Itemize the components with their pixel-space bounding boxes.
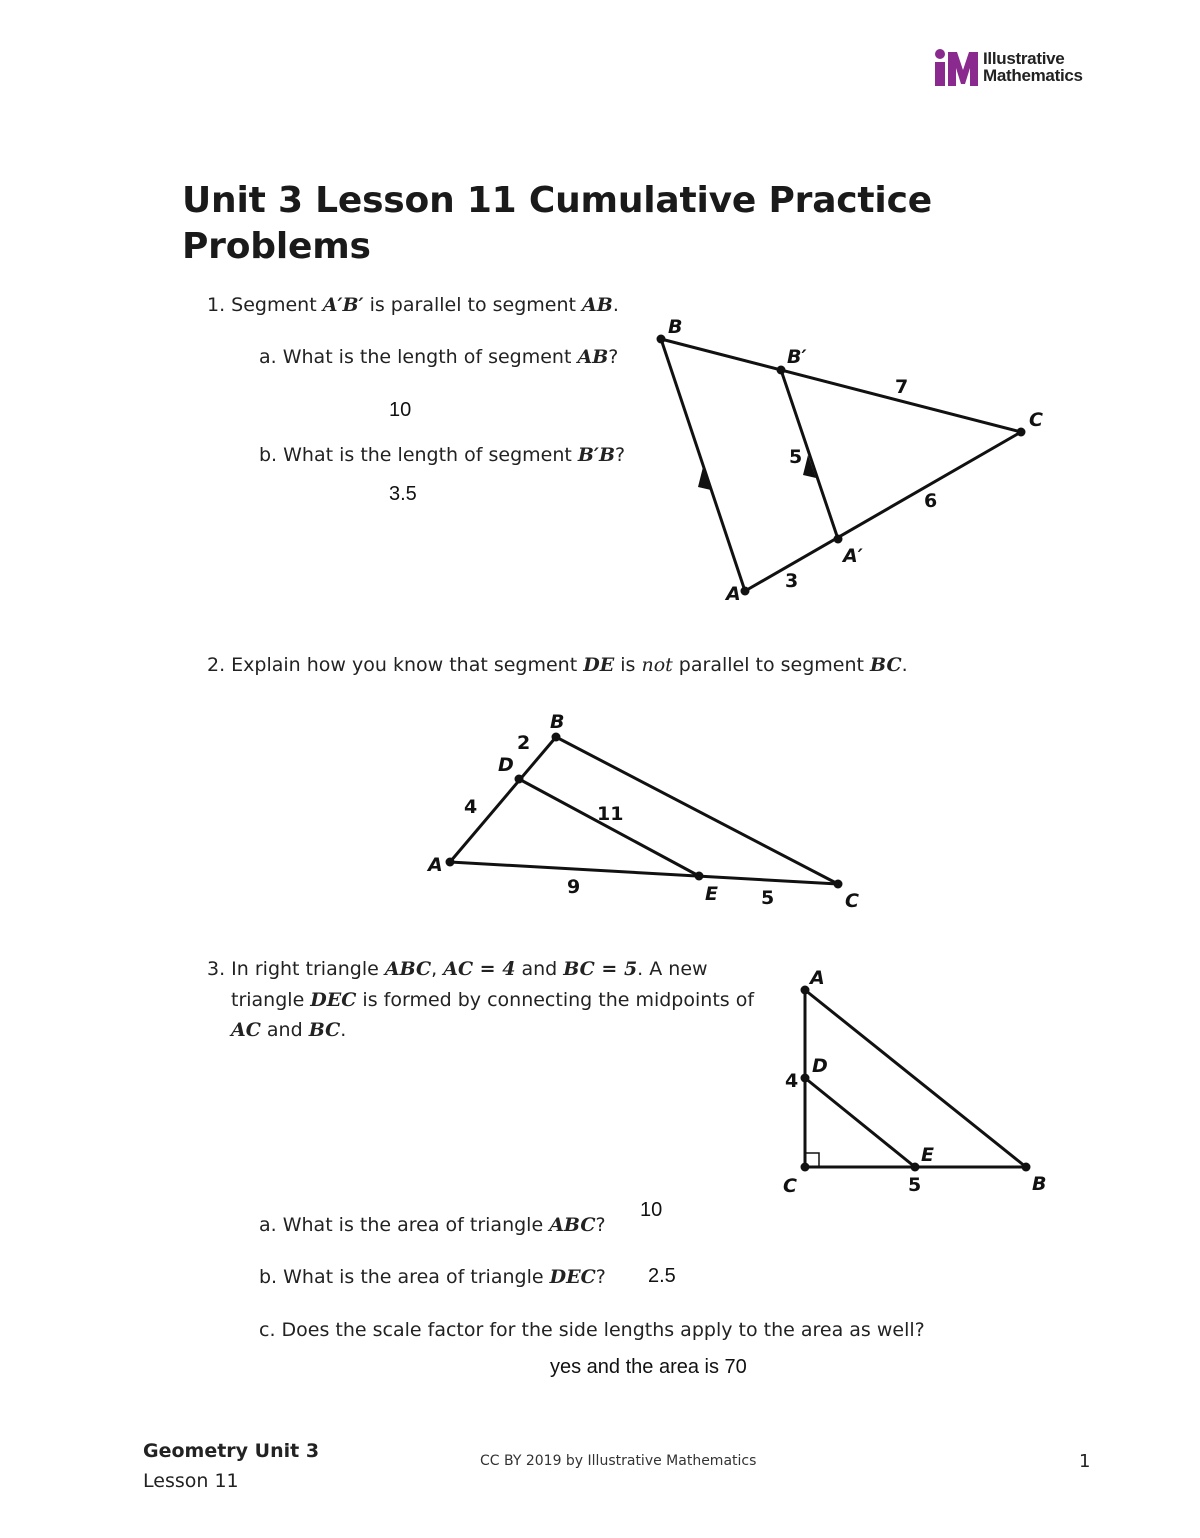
q3c-prompt: c. Does the scale factor for the side lengths apply to the area as well?	[259, 1319, 925, 1341]
q3-label-a: A	[810, 967, 825, 989]
q1-length-6: 6	[924, 490, 938, 512]
q3b-prompt: b. What is the area of triangle DEC?	[259, 1266, 606, 1288]
q2-length-9: 9	[567, 876, 581, 898]
q3-length-5: 5	[908, 1174, 922, 1196]
q1-label-c: C	[1029, 409, 1043, 431]
footer-course: Geometry Unit 3	[143, 1440, 320, 1462]
q3-segment-de	[805, 1078, 915, 1167]
logo-line-2: Mathematics	[983, 66, 1083, 85]
q2-label-d: D	[498, 754, 514, 776]
q3a-prompt: a. What is the area of triangle ABC?	[259, 1214, 606, 1236]
q3-point-d	[801, 1074, 810, 1083]
q1-length-3: 3	[785, 570, 799, 592]
q3-label-c: C	[783, 1175, 797, 1197]
q2-label-b: B	[550, 711, 565, 733]
q1-label-b: B	[668, 316, 683, 338]
q1a-prompt: a. What is the length of segment AB?	[259, 346, 619, 368]
q3-segment-ab	[805, 990, 1026, 1167]
q1b-prompt: b. What is the length of segment B′B?	[259, 444, 626, 466]
q2-length-11: 11	[597, 803, 624, 825]
q3-point-a	[801, 986, 810, 995]
q1a-answer: 10	[389, 399, 412, 421]
q2-prompt: 2. Explain how you know that segment DE is not parallel to segment BC.	[207, 654, 908, 676]
q2-length-4: 4	[464, 796, 478, 818]
footer-license: CC BY 2019 by Illustrative Mathematics	[480, 1453, 757, 1469]
q3b-answer: 2.5	[648, 1265, 676, 1287]
q1-label-a-prime: A′	[843, 545, 863, 567]
q2-label-e: E	[705, 883, 718, 905]
page-title: Unit 3 Lesson 11 Cumulative Practice Problems	[182, 180, 932, 267]
q3-prompt-line3: AC and BC.	[231, 1019, 347, 1041]
q1b-answer: 3.5	[389, 483, 417, 505]
q1-length-7: 7	[895, 376, 909, 398]
q3-prompt-line1: 3. In right triangle ABC, AC = 4 and BC = 5. A new	[207, 958, 708, 980]
q3-point-b	[1022, 1163, 1031, 1172]
footer-course-info	[143, 1436, 319, 1496]
q3a-answer: 10	[640, 1199, 663, 1221]
q3-label-b: B	[1032, 1173, 1047, 1195]
q3-point-e	[911, 1163, 920, 1172]
logo-line-1: Illustrative	[983, 49, 1065, 68]
q3-label-d: D	[812, 1055, 828, 1077]
page-number: 1	[1079, 1451, 1091, 1472]
q3-prompt-line2: triangle DEC is formed by connecting the midpoints of	[231, 989, 755, 1011]
q2-label-a: A	[428, 854, 443, 876]
q3-label-e: E	[921, 1144, 934, 1166]
q1-label-a: A	[726, 583, 741, 605]
q1-prompt: 1. Segment A′B′ is parallel to segment AB.	[207, 294, 619, 316]
q2-length-5: 5	[761, 887, 775, 909]
footer-lesson: Lesson 11	[143, 1470, 239, 1492]
q3-point-c	[801, 1163, 810, 1172]
q1-label-b-prime: B′	[787, 346, 807, 368]
q3-length-4: 4	[785, 1070, 799, 1092]
q2-length-2: 2	[517, 732, 531, 754]
q3c-answer: yes and the area is 70	[550, 1356, 747, 1378]
q2-label-c: C	[845, 890, 859, 912]
q1-length-5: 5	[789, 446, 803, 468]
